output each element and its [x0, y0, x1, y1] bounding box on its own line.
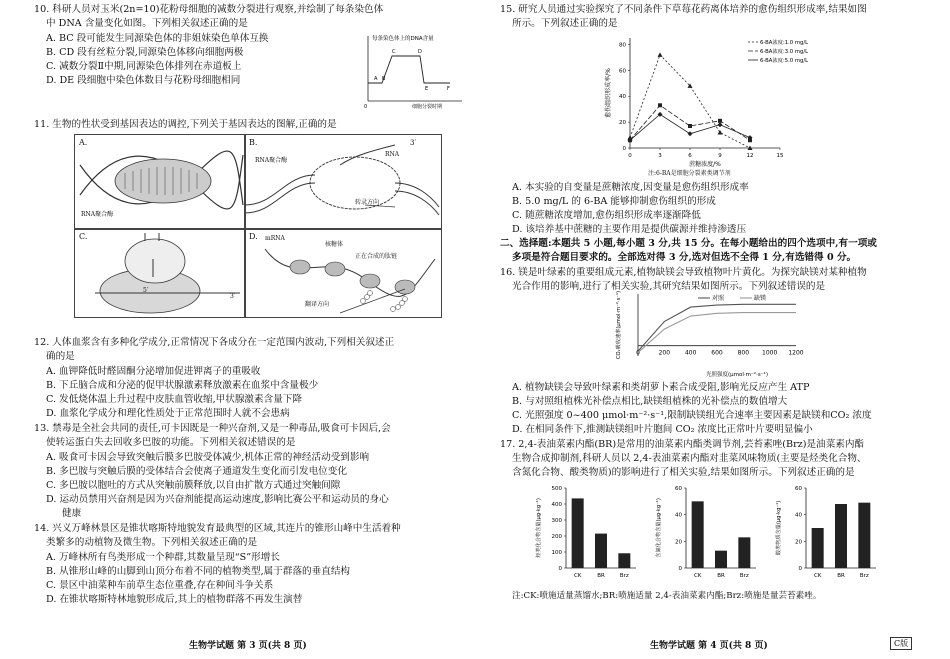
q11-b-direction: 转录方向: [355, 199, 380, 206]
x-tick-label: 3: [658, 153, 662, 159]
q10-point-c: C: [392, 49, 396, 55]
y-axis-label: 含氮化合物含量(μg·kg⁻¹): [656, 498, 662, 558]
y-axis-label: 酸类物质含量(μg·kg⁻¹): [776, 500, 782, 556]
q11-d-ribosome: 核糖体: [325, 241, 344, 248]
q14-option-c: C. 景区中油菜种车前草生态位重叠,存在种间斗争关系: [46, 580, 274, 591]
y-tick-label: 20: [675, 539, 682, 546]
q11-c-tag: C.: [79, 232, 88, 241]
right-footer: 生物学试题 第 4 页(共 8 页): [650, 641, 768, 651]
bar: [738, 537, 750, 568]
q16-option-b: B. 与对照组植株光补偿点相比,缺镁组植株的光补偿点的数值增大: [512, 396, 788, 407]
series-line: [638, 313, 796, 353]
q11-b-3prime: 3′: [410, 139, 417, 147]
q17-note: 注:CK:喷施适量蒸馏水;BR:喷施适量 2,4-表油菜素内酯;Brz:喷施是量芸苔素唑。: [512, 591, 822, 601]
y-axis-label: 烃类化合物含量(μg·kg⁻¹): [536, 498, 542, 558]
edition-badge: C版: [890, 637, 912, 650]
q10-dna-graph: [352, 31, 467, 109]
data-point: [718, 122, 723, 127]
q16-option-a: A. 植物缺镁会导致叶绿素和类胡萝卜素合成受阻,影响光反应产生 ATP: [512, 382, 810, 393]
y-tick-label: 0: [678, 566, 682, 572]
y-tick-label: 60: [795, 486, 802, 492]
q11-d-tag: D.: [249, 232, 258, 241]
q14-stem1: 14. 兴义万峰林景区是锥状喀斯特地貌发育最典型的区域,其连片的锥形山峰中生活着种: [34, 523, 401, 534]
q11-b-polymerase: RNA聚合酶: [255, 157, 288, 164]
series-line: [638, 304, 796, 351]
q17-bar-chart-hydrocarbon: [532, 478, 652, 586]
x-axis-label: 蔗糖浓度/%: [689, 161, 721, 168]
q10-point-d: D: [418, 49, 422, 55]
q11-panel-b: [244, 134, 442, 230]
y-tick-label: 40: [675, 512, 682, 519]
q11-a-tag: A.: [79, 138, 88, 147]
y-tick-label: 100: [551, 550, 562, 556]
x-tick-label: 12: [746, 153, 754, 159]
q11-panel-c: [74, 228, 246, 318]
x-tick-label: 6: [688, 153, 692, 159]
bar: [858, 503, 870, 568]
q13-stem2: 使转运蛋白失去回收多巴胺的功能。下列相关叙述错误的是: [46, 437, 296, 448]
q11-c-3prime: 3′: [230, 293, 236, 300]
x-tick-label: BR: [837, 573, 845, 579]
left-footer: 生物学试题 第 3 页(共 8 页): [189, 641, 307, 651]
q17-bar-chart-acid: [772, 478, 892, 586]
y-tick-label: 60: [675, 486, 682, 492]
data-point: [688, 124, 692, 128]
q12-option-c: C. 发低烧体温上升过程中皮肤血管收缩,甲状腺激素含量下降: [46, 394, 302, 405]
q14-option-d: D. 在锥状喀斯特林地貌形成后,其上的植物群落不再发生演替: [46, 594, 303, 605]
q11-d-direction: 翻译方向: [305, 301, 330, 308]
x-tick-label: 1200: [788, 349, 804, 357]
q14-option-b: B. 从锥形山峰的山脚到山顶分布着不同的植物类型,属于群落的垂直结构: [46, 566, 351, 577]
q10-option-c: C. 减数分裂Ⅱ中期,同源染色体排列在赤道板上: [46, 61, 242, 72]
y-tick-label: 300: [551, 518, 562, 524]
data-point: [718, 130, 723, 135]
q15-stem1: 15. 研究人员通过实验探究了不同条件下草莓花药离体培养的愈伤组织形成率,结果如图: [500, 4, 867, 15]
q10-option-d: D. DE 段细胞中染色体数目与花粉母细胞相同: [46, 75, 241, 86]
x-tick-label: Brz: [619, 573, 629, 579]
q11-b-rna: RNA: [385, 151, 400, 158]
bar: [812, 528, 824, 568]
x-tick-label: CK: [813, 573, 822, 579]
x-tick-label: Brz: [739, 573, 749, 579]
legend-label: 缺镁: [754, 295, 767, 302]
q13-option-c: C. 多巴胺以胞吐的方式从突触前膜释放,以自由扩散方式通过突触间隙: [46, 480, 341, 491]
q13-option-b: B. 多巴胺与突触后膜的受体结合会使离子通道发生变化而引发电位变化: [46, 466, 347, 477]
q10-point-e: E: [425, 86, 429, 92]
q17-stem2: 生物合成抑制剂,科研人员以 2,4-表油菜素内酯对韭菜风味物质(主要是烃类化合物、: [512, 453, 867, 464]
x-tick-label: 1000: [762, 349, 778, 357]
data-point: [658, 52, 663, 57]
legend-label: 6-BA浓度:3.0 mg/L: [760, 49, 809, 55]
q16-stem1: 16. 镁是叶绿素的重要组成元素,植物缺镁会导致植物叶片黄化。为探究缺镁对某种植物: [500, 267, 867, 278]
x-tick-label: 400: [684, 349, 697, 357]
q15-stem2: 所示。下列叙述正确的是: [512, 18, 618, 29]
y-tick-label: 80: [619, 42, 626, 49]
q17-bar-chart-nitrogen: [652, 478, 772, 586]
bar: [618, 553, 630, 568]
q13-option-d1: D. 运动员禁用兴奋剂是因为兴奋剂能提高运动速度,影响比赛公平和运动员的身心: [46, 494, 389, 505]
y-tick-label: 0: [558, 566, 562, 572]
q10-graph-origin: 0: [364, 104, 368, 109]
bar: [692, 501, 704, 568]
q10-option-a: A. BC 段可能发生同源染色体的非姐妹染色单体互换: [46, 33, 269, 44]
q15-option-d: D. 该培养基中蔗糖的主要作用是提供碳源并维持渗透压: [512, 224, 747, 235]
y-tick-label: 60: [619, 68, 626, 75]
y-tick-label: 0: [622, 146, 626, 152]
y-tick-label: 40: [795, 512, 802, 519]
q12-option-b: B. 下丘脑合成和分泌的促甲状腺激素释放激素在血浆中含量极少: [46, 380, 319, 391]
x-tick-label: 15: [776, 153, 784, 159]
q15-option-c: C. 随蔗糖浓度增加,愈伤组织形成率逐渐降低: [512, 210, 701, 221]
q10-option-b: B. CD 段有丝粒分裂,同源染色体移向细胞两极: [46, 47, 244, 58]
q13-option-a: A. 吸食可卡因会导致突触后膜多巴胺受体减少,机体正常的神经活动受到影响: [46, 452, 370, 463]
q11-panel-d: [244, 228, 442, 318]
q15-line-chart: [600, 30, 830, 180]
data-point: [658, 103, 662, 107]
q17-stem1: 17. 2,4-表油菜素内酯(BR)是常用的油菜素内酯类调节剂,芸苔素唑(Brz)是油菜素内酯: [500, 439, 865, 450]
y-tick-label: 0: [798, 566, 802, 572]
x-tick-label: 0: [636, 349, 640, 357]
q13-option-d2: 健康: [62, 508, 82, 519]
legend-label: 对照: [712, 295, 725, 302]
q11-b-tag: B.: [249, 138, 258, 147]
q10-graph-xlabel: 细胞分裂时期: [412, 104, 443, 109]
bar: [572, 498, 584, 568]
x-tick-label: CK: [693, 573, 702, 579]
x-tick-label: 200: [658, 349, 671, 357]
q15-option-b: B. 5.0 mg/L 的 6-BA 能够抑制愈伤组织的形成: [512, 196, 716, 207]
q12-option-d: D. 血浆化学成分和理化性质处于正常范围时人就不会患病: [46, 408, 290, 419]
q15-option-a: A. 本实验的自变量是蔗糖浓度,因变量是愈伤组织形成率: [512, 182, 749, 193]
q17-stem3: 含氮化合物、酸类物质)的影响进行了相关实验,结果如图所示。下列叙述正确的是: [512, 467, 855, 478]
section2-line2: 多项是符合题目要求的。全部选对得 3 分,选对但选不全得 1 分,有选错得 0 分。: [512, 252, 857, 263]
q10-stem2: 中 DNA 含量变化如图。下列相关叙述正确的是: [46, 18, 248, 29]
data-point: [688, 131, 693, 136]
q16-option-d: D. 在相同条件下,推测缺镁组叶片胞间 CO₂ 浓度比正常叶片要明显偏小: [512, 424, 813, 435]
section2-line1: 二、选择题:本题共 5 小题,每小题 3 分,共 15 分。在每小题给出的四个选项中,有一项或: [500, 238, 877, 249]
q14-option-a: A. 万峰林所有鸟类形成一个种群,其数量呈现“S”形增长: [46, 552, 280, 563]
q11-a-label: RNA聚合酶: [81, 211, 114, 218]
q10-point-f: F: [447, 86, 450, 92]
y-tick-label: 200: [551, 534, 562, 540]
x-tick-label: 0: [628, 153, 632, 159]
bar: [715, 551, 727, 568]
q11-c-5prime: 5′: [143, 287, 149, 294]
x-tick-label: CK: [573, 573, 582, 579]
legend-label: 6-BA浓度:5.0 mg/L: [760, 58, 809, 64]
q10-stem1: 10. 科研人员对玉米(2n=10)花粉母细胞的减数分裂进行观察,并绘制了每条染色体: [34, 4, 384, 15]
q12-option-a: A. 血钾降低时醛固酮分泌增加促进钾离子的重吸收: [46, 366, 261, 377]
y-tick-label: 20: [795, 539, 802, 546]
x-tick-label: BR: [717, 573, 725, 579]
y-axis-label: 愈伤组织形成率/%: [605, 68, 612, 118]
q16-option-c: C. 光照强度 0~400 μmol·m⁻²·s⁻¹,限制缺镁组光合速率主要因素是缺镁和CO₂ 浓度: [512, 410, 872, 421]
y-tick-label: 500: [551, 486, 562, 492]
q16-line-chart: [610, 288, 810, 380]
left-column: [34, 0, 484, 659]
q11-panel-a: [74, 134, 246, 230]
y-tick-label: 40: [619, 94, 626, 101]
legend-label: 6-BA浓度:1.0 mg/L: [760, 40, 809, 46]
q12-stem1: 12. 人体血浆含有多种化学成分,正常情况下各成分在一定范围内波动,下列相关叙述正: [34, 337, 395, 348]
y-axis-label: CO₂吸收速率(μmol·m⁻²·s⁻¹): [616, 290, 622, 360]
bar: [595, 534, 607, 568]
q11-d-mrna: mRNA: [265, 235, 285, 242]
x-tick-label: BR: [597, 573, 605, 579]
bar: [835, 504, 847, 568]
q14-stem2: 类繁多的动植物及微生物。下列相关叙述正确的是: [46, 537, 258, 548]
y-tick-label: 400: [551, 502, 562, 508]
q13-stem1: 13. 禁毒是全社会共同的责任,可卡因既是一种兴奋剂,又是一种毒品,吸食可卡因后,会: [34, 423, 391, 434]
x-tick-label: 9: [718, 153, 722, 159]
right-column: [500, 0, 915, 659]
q11-stem: 11. 生物的性状受到基因表达的调控,下列关于基因表达的图解,正确的是: [34, 119, 337, 130]
y-tick-label: 20: [619, 120, 626, 127]
x-tick-label: 600: [711, 349, 723, 357]
q15-note: 注:6-BA是细胞分裂素类调节剂: [648, 170, 731, 177]
q10-graph-ylabel: 每条染色体上的DNA含量: [372, 36, 434, 42]
q12-stem2: 确的是: [46, 351, 75, 362]
q10-point-a: A: [374, 76, 378, 82]
x-tick-label: 800: [737, 349, 750, 357]
q10-point-b: B: [382, 76, 386, 82]
x-axis-label: 光照强度(μmol·m⁻²·s⁻¹): [706, 372, 768, 378]
q16-stem2: 光合作用的影响,进行了相关实验,其研究结果如图所示。下列叙述错误的是: [512, 281, 826, 292]
x-tick-label: Brz: [859, 573, 869, 579]
q11-d-peptide: 正在合成的肽链: [355, 253, 398, 260]
